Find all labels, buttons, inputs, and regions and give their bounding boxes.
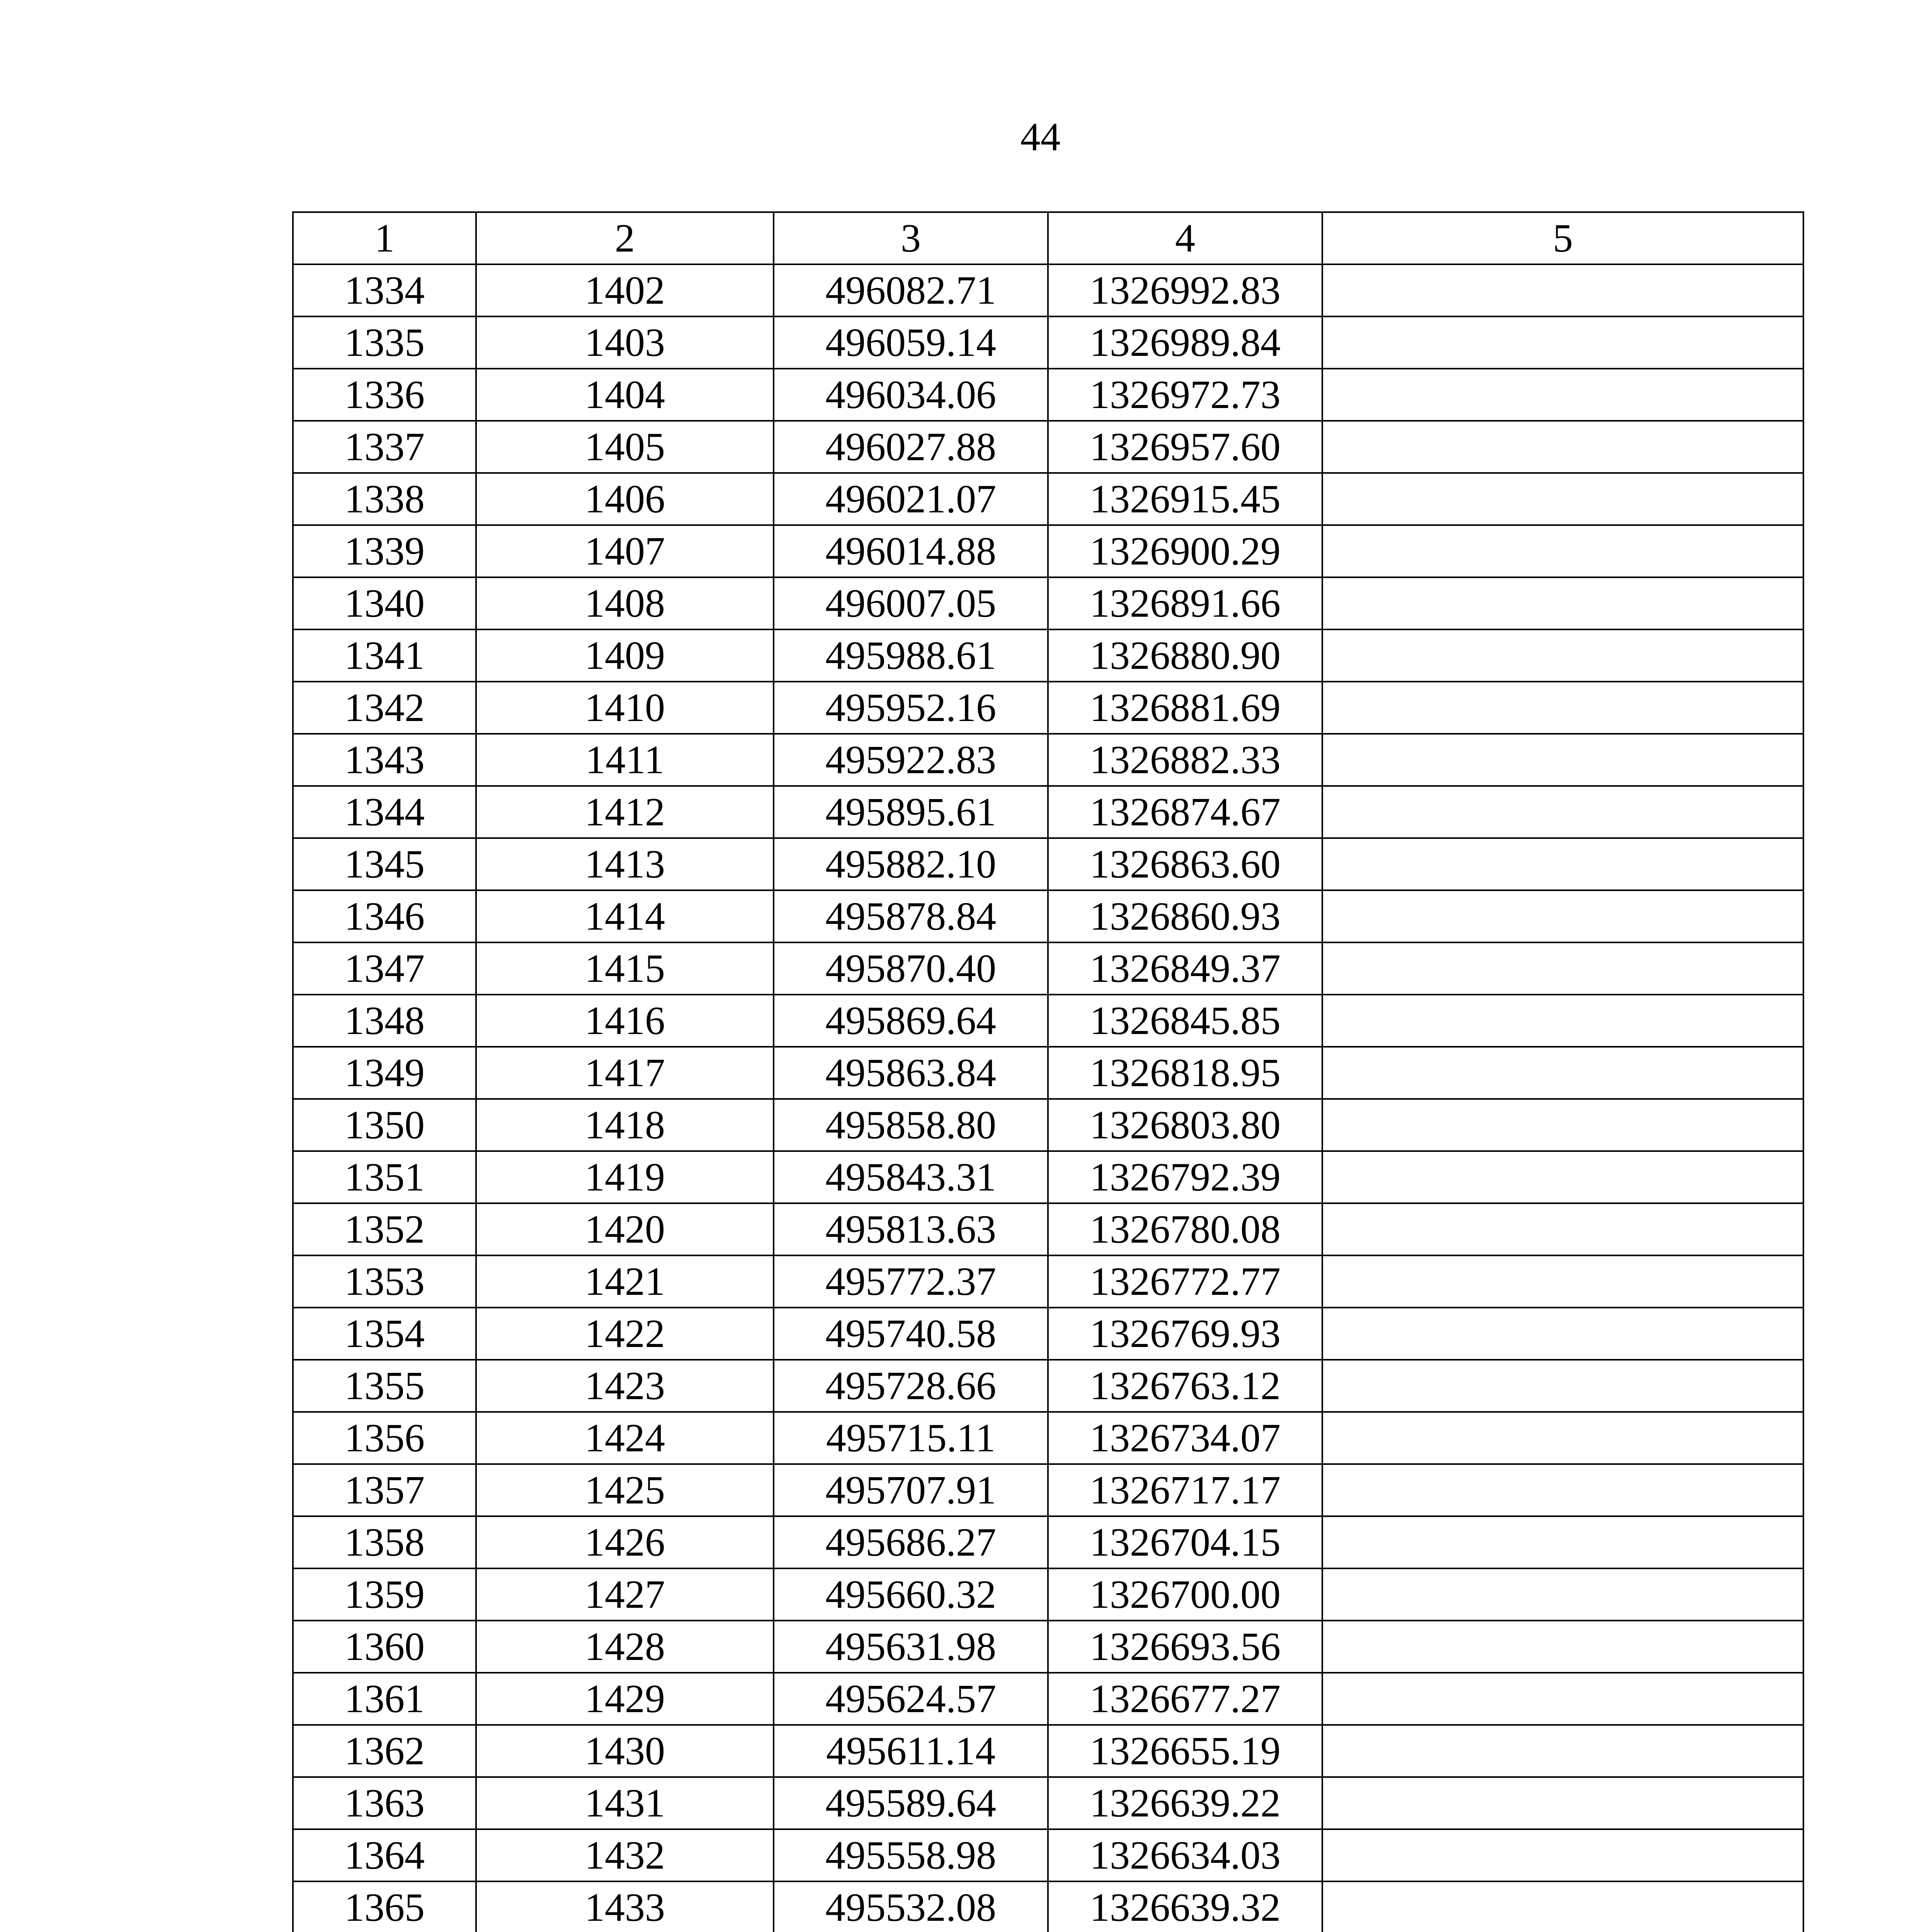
table-cell-col-3: 496027.88	[774, 421, 1048, 473]
table-cell-col-1: 1356	[293, 1412, 476, 1464]
table-cell-col-4: 1326880.90	[1048, 629, 1322, 682]
table-cell-col-1: 1354	[293, 1308, 476, 1360]
table-cell-col-4: 1326881.69	[1048, 682, 1322, 734]
table-cell-col-2: 1420	[476, 1203, 774, 1255]
table-cell-col-3: 495589.64	[774, 1777, 1048, 1829]
table-cell-col-5	[1322, 942, 1803, 995]
table-cell-col-4: 1326863.60	[1048, 838, 1322, 890]
column-header-2: 2	[476, 212, 774, 264]
table-cell-col-2: 1417	[476, 1047, 774, 1099]
table-cell-col-3: 495843.31	[774, 1151, 1048, 1203]
table-cell-col-1: 1346	[293, 890, 476, 942]
table-cell-col-4: 1326639.22	[1048, 1777, 1322, 1829]
table-cell-col-1: 1347	[293, 942, 476, 995]
table-row	[293, 316, 1803, 369]
table-row	[293, 1516, 1803, 1568]
table-cell-col-3: 495624.57	[774, 1673, 1048, 1725]
table-cell-col-1: 1361	[293, 1673, 476, 1725]
table-cell-col-2: 1428	[476, 1621, 774, 1673]
table-cell-col-3: 496014.88	[774, 525, 1048, 577]
table-row	[293, 1568, 1803, 1621]
table-cell-col-1: 1357	[293, 1464, 476, 1516]
table-row	[293, 1829, 1803, 1881]
table-row	[293, 1673, 1803, 1725]
table-cell-col-5	[1322, 473, 1803, 525]
table-cell-col-5	[1322, 1568, 1803, 1621]
table-cell-col-1: 1335	[293, 316, 476, 369]
table-cell-col-5	[1322, 1829, 1803, 1881]
table-cell-col-4: 1326677.27	[1048, 1673, 1322, 1725]
table-row	[293, 473, 1803, 525]
table-cell-col-3: 495988.61	[774, 629, 1048, 682]
table-cell-col-5	[1322, 1255, 1803, 1308]
table-cell-col-3: 495740.58	[774, 1308, 1048, 1360]
table-cell-col-3: 495952.16	[774, 682, 1048, 734]
table-cell-col-1: 1342	[293, 682, 476, 734]
table-cell-col-3: 495813.63	[774, 1203, 1048, 1255]
table-cell-col-4: 1326900.29	[1048, 525, 1322, 577]
table-cell-col-3: 495686.27	[774, 1516, 1048, 1568]
table-cell-col-4: 1326717.17	[1048, 1464, 1322, 1516]
table-cell-col-4: 1326769.93	[1048, 1308, 1322, 1360]
table-cell-col-2: 1422	[476, 1308, 774, 1360]
table-cell-col-5	[1322, 264, 1803, 316]
table-cell-col-4: 1326915.45	[1048, 473, 1322, 525]
table-cell-col-3: 495858.80	[774, 1099, 1048, 1151]
table-cell-col-3: 496021.07	[774, 473, 1048, 525]
table-cell-col-3: 496034.06	[774, 369, 1048, 421]
table-cell-col-4: 1326700.00	[1048, 1568, 1322, 1621]
table-row	[293, 1621, 1803, 1673]
header-row	[293, 212, 1803, 264]
table-cell-col-1: 1344	[293, 786, 476, 838]
table-cell-col-3: 496059.14	[774, 316, 1048, 369]
column-header-4: 4	[1048, 212, 1322, 264]
table-cell-col-4: 1326860.93	[1048, 890, 1322, 942]
table-row	[293, 1464, 1803, 1516]
table-cell-col-2: 1415	[476, 942, 774, 995]
table-cell-col-4: 1326972.73	[1048, 369, 1322, 421]
table-cell-col-2: 1407	[476, 525, 774, 577]
table-row	[293, 1725, 1803, 1777]
table-cell-col-3: 495558.98	[774, 1829, 1048, 1881]
table-row	[293, 1881, 1803, 1932]
table-row	[293, 995, 1803, 1047]
table-cell-col-2: 1426	[476, 1516, 774, 1568]
table-cell-col-3: 496082.71	[774, 264, 1048, 316]
table-cell-col-5	[1322, 316, 1803, 369]
table-cell-col-5	[1322, 1464, 1803, 1516]
table-cell-col-1: 1341	[293, 629, 476, 682]
table-row	[293, 369, 1803, 421]
table-row	[293, 734, 1803, 786]
table-row	[293, 264, 1803, 316]
table-cell-col-5	[1322, 1360, 1803, 1412]
table-row	[293, 1255, 1803, 1308]
table-cell-col-3: 495895.61	[774, 786, 1048, 838]
table-cell-col-5	[1322, 1099, 1803, 1151]
table-cell-col-3: 495882.10	[774, 838, 1048, 890]
table-cell-col-4: 1326957.60	[1048, 421, 1322, 473]
table-cell-col-2: 1423	[476, 1360, 774, 1412]
table-cell-col-2: 1414	[476, 890, 774, 942]
table-row	[293, 1308, 1803, 1360]
table-cell-col-3: 495631.98	[774, 1621, 1048, 1673]
table-cell-col-2: 1421	[476, 1255, 774, 1308]
table-cell-col-2: 1425	[476, 1464, 774, 1516]
table-cell-col-4: 1326845.85	[1048, 995, 1322, 1047]
table-cell-col-2: 1416	[476, 995, 774, 1047]
table-cell-col-2: 1408	[476, 577, 774, 629]
table-cell-col-5	[1322, 786, 1803, 838]
table-cell-col-4: 1326792.39	[1048, 1151, 1322, 1203]
table-cell-col-5	[1322, 734, 1803, 786]
table-cell-col-2: 1406	[476, 473, 774, 525]
table-cell-col-3: 495715.11	[774, 1412, 1048, 1464]
table-cell-col-1: 1351	[293, 1151, 476, 1203]
table-cell-col-2: 1409	[476, 629, 774, 682]
table-cell-col-3: 495922.83	[774, 734, 1048, 786]
table-cell-col-1: 1353	[293, 1255, 476, 1308]
table-cell-col-4: 1326992.83	[1048, 264, 1322, 316]
table-cell-col-4: 1326882.33	[1048, 734, 1322, 786]
table-cell-col-5	[1322, 1621, 1803, 1673]
table-cell-col-2: 1427	[476, 1568, 774, 1621]
column-header-1: 1	[293, 212, 476, 264]
table-cell-col-4: 1326734.07	[1048, 1412, 1322, 1464]
table-header	[293, 212, 1803, 264]
table-row	[293, 838, 1803, 890]
table-cell-col-4: 1326639.32	[1048, 1881, 1322, 1932]
table-cell-col-2: 1431	[476, 1777, 774, 1829]
table-cell-col-5	[1322, 1412, 1803, 1464]
table-cell-col-5	[1322, 1308, 1803, 1360]
table-row	[293, 1203, 1803, 1255]
table-cell-col-2: 1413	[476, 838, 774, 890]
table-cell-col-2: 1410	[476, 682, 774, 734]
table-row	[293, 1151, 1803, 1203]
table-cell-col-1: 1338	[293, 473, 476, 525]
table-cell-col-2: 1403	[476, 316, 774, 369]
table-row	[293, 525, 1803, 577]
table-cell-col-1: 1337	[293, 421, 476, 473]
table-row	[293, 1099, 1803, 1151]
table-cell-col-4: 1326780.08	[1048, 1203, 1322, 1255]
table-cell-col-1: 1359	[293, 1568, 476, 1621]
table-cell-col-2: 1429	[476, 1673, 774, 1725]
table-row	[293, 1777, 1803, 1829]
table-row	[293, 629, 1803, 682]
table-cell-col-2: 1405	[476, 421, 774, 473]
table-cell-col-5	[1322, 629, 1803, 682]
table-cell-col-1: 1360	[293, 1621, 476, 1673]
table-cell-col-2: 1412	[476, 786, 774, 838]
table-cell-col-1: 1365	[293, 1881, 476, 1932]
table-row	[293, 1047, 1803, 1099]
table-cell-col-1: 1358	[293, 1516, 476, 1568]
table-body	[293, 264, 1803, 1932]
table-cell-col-1: 1363	[293, 1777, 476, 1829]
table-cell-col-5	[1322, 890, 1803, 942]
table-cell-col-1: 1343	[293, 734, 476, 786]
table-cell-col-1: 1340	[293, 577, 476, 629]
table-cell-col-5	[1322, 1516, 1803, 1568]
table-cell-col-4: 1326818.95	[1048, 1047, 1322, 1099]
table-cell-col-3: 495728.66	[774, 1360, 1048, 1412]
table-row	[293, 421, 1803, 473]
table-row	[293, 890, 1803, 942]
table-cell-col-2: 1433	[476, 1881, 774, 1932]
table-cell-col-1: 1345	[293, 838, 476, 890]
table-cell-col-2: 1404	[476, 369, 774, 421]
table-cell-col-4: 1326849.37	[1048, 942, 1322, 995]
table-cell-col-4: 1326891.66	[1048, 577, 1322, 629]
table-cell-col-4: 1326874.67	[1048, 786, 1322, 838]
table-cell-col-5	[1322, 1203, 1803, 1255]
table-cell-col-3: 495870.40	[774, 942, 1048, 995]
table-cell-col-4: 1326989.84	[1048, 316, 1322, 369]
table-row	[293, 786, 1803, 838]
table-row	[293, 1412, 1803, 1464]
table-cell-col-5	[1322, 369, 1803, 421]
table-cell-col-4: 1326655.19	[1048, 1725, 1322, 1777]
table-cell-col-5	[1322, 1151, 1803, 1203]
table-cell-col-3: 495878.84	[774, 890, 1048, 942]
table-cell-col-1: 1336	[293, 369, 476, 421]
table-cell-col-5	[1322, 682, 1803, 734]
table-cell-col-1: 1334	[293, 264, 476, 316]
table-cell-col-2: 1419	[476, 1151, 774, 1203]
table-cell-col-4: 1326763.12	[1048, 1360, 1322, 1412]
table-cell-col-5	[1322, 525, 1803, 577]
table-cell-col-3: 495532.08	[774, 1881, 1048, 1932]
table-cell-col-2: 1432	[476, 1829, 774, 1881]
table-cell-col-5	[1322, 995, 1803, 1047]
table-cell-col-1: 1362	[293, 1725, 476, 1777]
table-cell-col-4: 1326803.80	[1048, 1099, 1322, 1151]
table-cell-col-4: 1326693.56	[1048, 1621, 1322, 1673]
table-cell-col-1: 1349	[293, 1047, 476, 1099]
table-cell-col-4: 1326634.03	[1048, 1829, 1322, 1881]
table-cell-col-3: 495611.14	[774, 1725, 1048, 1777]
table-cell-col-3: 495863.84	[774, 1047, 1048, 1099]
table-cell-col-2: 1411	[476, 734, 774, 786]
table-cell-col-2: 1424	[476, 1412, 774, 1464]
table-cell-col-4: 1326772.77	[1048, 1255, 1322, 1308]
table-cell-col-3: 495707.91	[774, 1464, 1048, 1516]
table-row	[293, 682, 1803, 734]
table-cell-col-1: 1355	[293, 1360, 476, 1412]
table-cell-col-4: 1326704.15	[1048, 1516, 1322, 1568]
table-cell-col-3: 495869.64	[774, 995, 1048, 1047]
coordinates-table	[292, 211, 1804, 1932]
table-cell-col-5	[1322, 1673, 1803, 1725]
table-cell-col-3: 495660.32	[774, 1568, 1048, 1621]
table-row	[293, 577, 1803, 629]
table-cell-col-1: 1352	[293, 1203, 476, 1255]
table-cell-col-2: 1430	[476, 1725, 774, 1777]
table-cell-col-2: 1418	[476, 1099, 774, 1151]
table-cell-col-1: 1364	[293, 1829, 476, 1881]
column-header-5: 5	[1322, 212, 1803, 264]
table-cell-col-5	[1322, 1881, 1803, 1932]
table-cell-col-3: 496007.05	[774, 577, 1048, 629]
table-row	[293, 1360, 1803, 1412]
table-cell-col-5	[1322, 1777, 1803, 1829]
table-cell-col-5	[1322, 421, 1803, 473]
table-row	[293, 942, 1803, 995]
table-cell-col-5	[1322, 577, 1803, 629]
table-cell-col-1: 1339	[293, 525, 476, 577]
table-cell-col-5	[1322, 1047, 1803, 1099]
table-cell-col-1: 1348	[293, 995, 476, 1047]
table-cell-col-5	[1322, 838, 1803, 890]
page-number: 44	[1020, 115, 1061, 159]
column-header-3: 3	[774, 212, 1048, 264]
table-cell-col-3: 495772.37	[774, 1255, 1048, 1308]
table-cell-col-5	[1322, 1725, 1803, 1777]
table-cell-col-2: 1402	[476, 264, 774, 316]
table-cell-col-1: 1350	[293, 1099, 476, 1151]
